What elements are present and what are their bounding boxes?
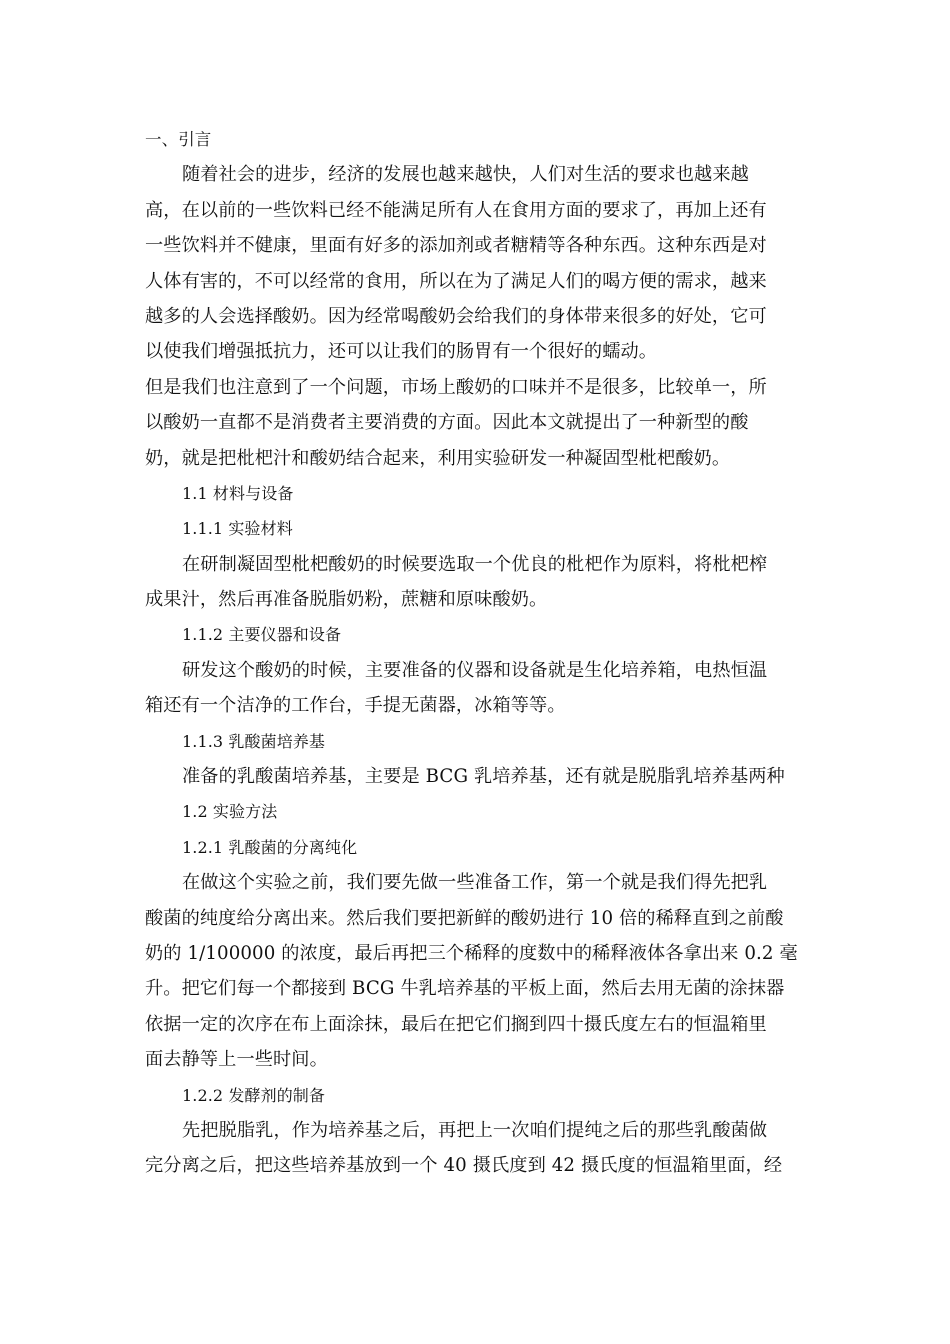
paragraph-line: 在做这个实验之前，我们要先做一些准备工作，第一个就是我们得先把乳 <box>182 872 768 894</box>
section-title: 一、引言 <box>145 130 212 149</box>
paragraph-line: 先把脱脂乳，作为培养基之后，再把上一次咱们提纯之后的那些乳酸菌做 <box>182 1119 768 1141</box>
document-body <box>145 122 805 1184</box>
subsection-heading: 1.1.2 主要仪器和设备 <box>182 625 342 645</box>
paragraph-line: 完分离之后，把这些培养基放到一个 40 摄氏度到 42 摄氏度的恒温箱里面，经 <box>145 1155 783 1177</box>
paragraph-line: 一些饮料并不健康，里面有好多的添加剂或者糖精等各种东西。这种东西是对 <box>145 235 767 257</box>
paragraph-line: 酸菌的纯度给分离出来。然后我们要把新鲜的酸奶进行 10 倍的稀释直到之前酸 <box>145 907 784 929</box>
paragraph-line: 人体有害的，不可以经常的食用，所以在为了满足人们的喝方便的需求，越来 <box>145 270 767 292</box>
paragraph-line: 依据一定的次序在布上面涂抹，最后在把它们搁到四十摄氏度左右的恒温箱里 <box>145 1013 767 1035</box>
paragraph-line: 以酸奶一直都不是消费者主要消费的方面。因此本文就提出了一种新型的酸 <box>145 412 749 434</box>
paragraph-line: 箱还有一个洁净的工作台，手提无菌器，冰箱等等。 <box>145 695 566 717</box>
paragraph-line: 随着社会的进步，经济的发展也越来越快，人们对生活的要求也越来越 <box>182 164 749 186</box>
paragraph-line: 研发这个酸奶的时候，主要准备的仪器和设备就是生化培养箱，电热恒温 <box>182 659 768 681</box>
paragraph-line: 在研制凝固型枇杷酸奶的时候要选取一个优良的枇杷作为原料，将枇杷榨 <box>182 553 768 575</box>
paragraph-line: 但是我们也注意到了一个问题，市场上酸奶的口味并不是很多，比较单一，所 <box>145 376 767 398</box>
subsection-heading: 1.2.2 发酵剂的制备 <box>182 1085 325 1105</box>
paragraph-line: 升。把它们每一个都接到 BCG 牛乳培养基的平板上面，然后去用无菌的涂抹器 <box>145 978 785 1000</box>
paragraph-line: 面去静等上一些时间。 <box>145 1049 328 1071</box>
subsection-heading: 1.1.3 乳酸菌培养基 <box>182 731 325 751</box>
paragraph-line: 准备的乳酸菌培养基，主要是 BCG 乳培养基，还有就是脱脂乳培养基两种 <box>182 766 785 788</box>
subsection-heading: 1.1 材料与设备 <box>182 483 294 503</box>
paragraph-line: 奶，就是把枇杷汁和酸奶结合起来，利用实验研发一种凝固型枇杷酸奶。 <box>145 447 731 469</box>
paragraph-line: 以使我们增强抵抗力，还可以让我们的肠胃有一个很好的蠕动。 <box>145 341 658 363</box>
paragraph-line: 高，在以前的一些饮料已经不能满足所有人在食用方面的要求了，再加上还有 <box>145 199 767 221</box>
subsection-heading: 1.1.1 实验材料 <box>182 519 293 539</box>
subsection-heading: 1.2.1 乳酸菌的分离纯化 <box>182 837 358 857</box>
paragraph-line: 越多的人会选择酸奶。因为经常喝酸奶会给我们的身体带来很多的好处，它可 <box>145 305 767 327</box>
paragraph-line: 奶的 1/100000 的浓度，最后再把三个稀释的度数中的稀释液体各拿出来 0.2 毫 <box>145 942 798 964</box>
subsection-heading: 1.2 实验方法 <box>182 802 278 822</box>
paragraph-line: 成果汁，然后再准备脱脂奶粉，蔗糖和原味酸奶。 <box>145 589 548 611</box>
